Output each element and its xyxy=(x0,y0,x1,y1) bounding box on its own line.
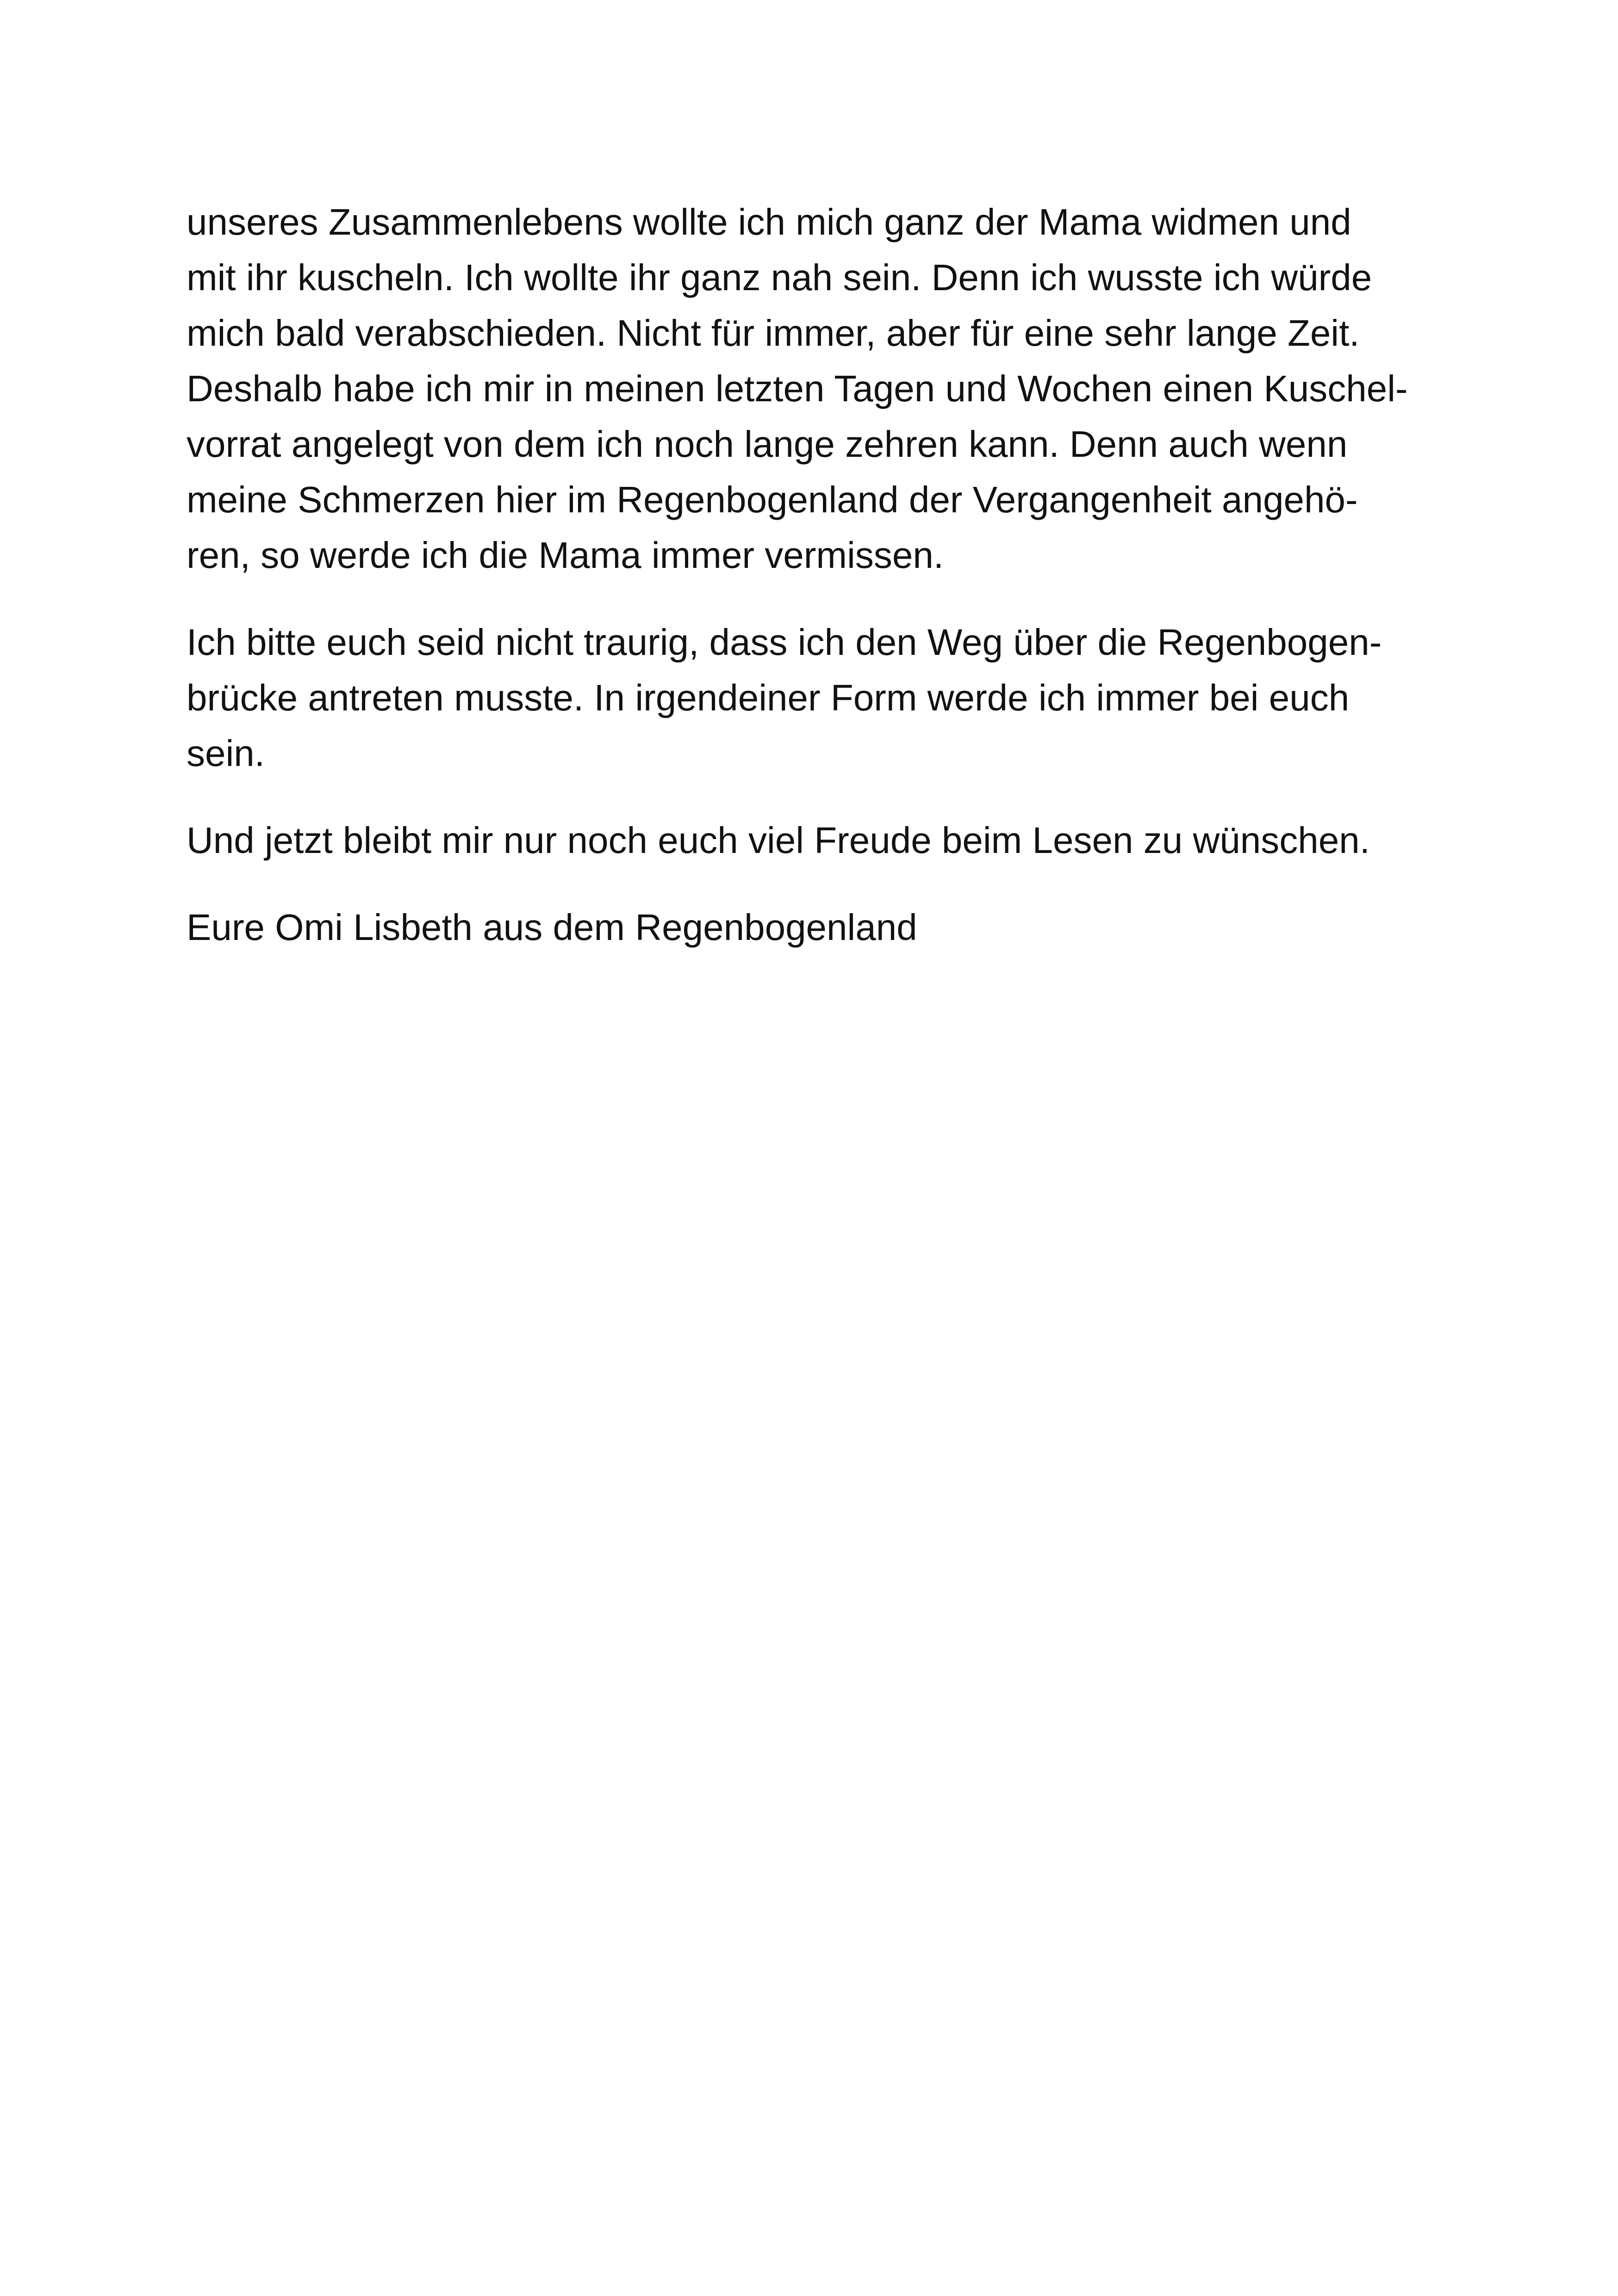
text-line: mit ihr kuscheln. Ich wollte ihr ganz nah sein. Denn ich wusste ich würde xyxy=(187,257,1372,298)
paragraph-2 xyxy=(187,615,1473,781)
text-line: mich bald verabschieden. Nicht für immer, aber für eine sehr lange Zeit. xyxy=(187,312,1360,354)
paragraph-1 xyxy=(187,194,1473,583)
document-body xyxy=(187,194,1473,987)
text-line: Ich bitte euch seid nicht traurig, dass ich den Weg über die Regenbogen- xyxy=(187,622,1382,663)
text-line: sein. xyxy=(187,733,265,774)
text-line: vorrat angelegt von dem ich noch lange zehren kann. Denn auch wenn xyxy=(187,423,1348,465)
text-line: Deshalb habe ich mir in meinen letzten Tagen und Wochen einen Kuschel- xyxy=(187,368,1408,409)
text-line: meine Schmerzen hier im Regenbogenland der Vergangenheit angehö- xyxy=(187,479,1358,520)
paragraph-3 xyxy=(187,813,1473,868)
signature-line xyxy=(187,900,1473,955)
text-line: brücke antreten musste. In irgendeiner Form werde ich immer bei euch xyxy=(187,677,1350,718)
text-line: unseres Zusammenlebens wollte ich mich ganz der Mama widmen und xyxy=(187,201,1351,243)
text-line: ren, so werde ich die Mama immer vermissen. xyxy=(187,535,944,576)
text-line: Eure Omi Lisbeth aus dem Regenbogenland xyxy=(187,907,917,948)
text-line: Und jetzt bleibt mir nur noch euch viel Freude beim Lesen zu wünschen. xyxy=(187,820,1370,861)
